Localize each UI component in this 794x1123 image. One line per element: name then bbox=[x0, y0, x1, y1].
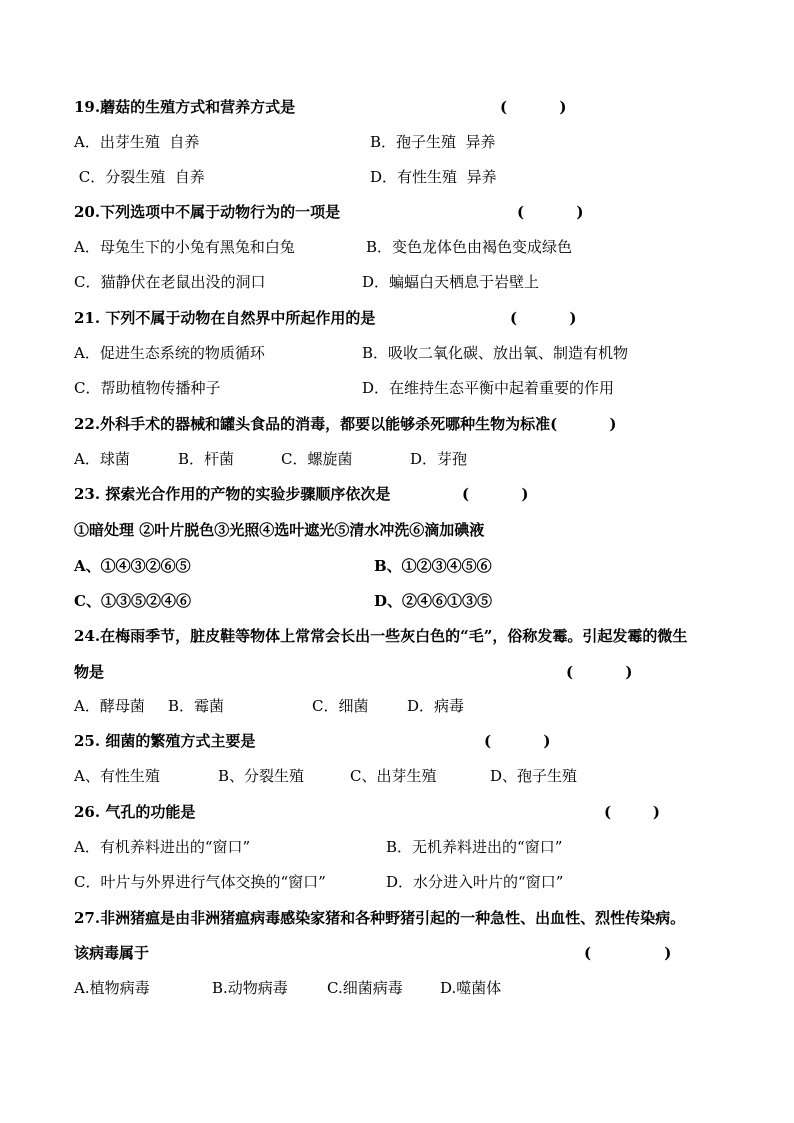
question-22-option-d[interactable]: D．芽孢 bbox=[410, 450, 468, 468]
question-22-options-row bbox=[0, 447, 794, 471]
question-24-option-a[interactable]: A．酵母菌 bbox=[74, 697, 145, 715]
question-27-option-a[interactable]: A.植物病毒 bbox=[74, 979, 150, 997]
question-24-option-c[interactable]: C．细菌 bbox=[312, 697, 369, 715]
question-21-answer-blank[interactable]: ( ) bbox=[510, 309, 577, 327]
question-21-stem: 21. 下列不属于动物在自然界中所起作用的是 bbox=[74, 309, 376, 327]
question-23-stem: 23. 探索光合作用的产物的实验步骤顺序依次是 bbox=[74, 485, 391, 503]
question-25-option-b[interactable]: B、分裂生殖 bbox=[218, 767, 305, 785]
question-20-options-row-2 bbox=[0, 270, 794, 294]
question-19-option-b[interactable]: B．孢子生殖 异养 bbox=[370, 133, 496, 151]
question-20-option-d[interactable]: D．蝙蝠白天栖息于岩壁上 bbox=[362, 273, 540, 291]
question-20-stem: 20.下列选项中不属于动物行为的一项是 bbox=[74, 203, 341, 221]
question-25-options-row bbox=[0, 764, 794, 788]
question-19-answer-blank[interactable]: ( ) bbox=[500, 98, 567, 116]
question-26-stem: 26. 气孔的功能是 bbox=[74, 803, 196, 821]
question-23-options-row-2 bbox=[0, 589, 794, 613]
question-20-options-row-1 bbox=[0, 235, 794, 259]
question-26-options-row-1 bbox=[0, 835, 794, 859]
question-25-option-a[interactable]: A、有性生殖 bbox=[74, 767, 160, 785]
question-27-option-c[interactable]: C.细菌病毒 bbox=[327, 979, 403, 997]
question-24-stem-2: 物是 bbox=[74, 663, 105, 681]
question-20-option-a[interactable]: A．母兔生下的小兔有黑兔和白兔 bbox=[74, 238, 295, 256]
question-26-option-c[interactable]: C．叶片与外界进行气体交换的“窗口” bbox=[74, 873, 326, 891]
question-23-steps: ①暗处理 ②叶片脱色③光照④选叶遮光⑤清水冲洗⑥滴加碘液 bbox=[74, 521, 485, 539]
question-24-option-d[interactable]: D．病毒 bbox=[407, 697, 465, 715]
question-19-option-d[interactable]: D．有性生殖 异养 bbox=[370, 168, 497, 186]
question-19-option-a[interactable]: A．出芽生殖 自养 bbox=[74, 133, 200, 151]
question-21-stem-line bbox=[0, 306, 794, 330]
question-19-options-row-2 bbox=[0, 165, 794, 189]
question-27-options-row bbox=[0, 976, 794, 1000]
question-24-stem-line-1 bbox=[0, 624, 794, 648]
question-27-stem-2: 该病毒属于 bbox=[74, 944, 150, 962]
question-21-options-row-1 bbox=[0, 341, 794, 365]
question-21-option-d[interactable]: D．在维持生态平衡中起着重要的作用 bbox=[362, 379, 615, 397]
question-25-option-d[interactable]: D、孢子生殖 bbox=[490, 767, 578, 785]
question-23-option-c[interactable]: C、①③⑤②④⑥ bbox=[74, 592, 191, 610]
question-26-answer-blank[interactable]: ( ) bbox=[604, 803, 660, 821]
question-27-stem-line-2 bbox=[0, 941, 794, 965]
question-25-stem-line bbox=[0, 729, 794, 753]
question-22-stem-line bbox=[0, 412, 794, 436]
question-19-stem-line bbox=[0, 95, 794, 119]
question-27-answer-blank[interactable]: ( ) bbox=[584, 944, 672, 962]
question-26-option-d[interactable]: D．水分进入叶片的“窗口” bbox=[386, 873, 564, 891]
question-23-answer-blank[interactable]: ( ) bbox=[462, 485, 529, 503]
question-27-option-d[interactable]: D.噬菌体 bbox=[440, 979, 502, 997]
question-25-option-c[interactable]: C、出芽生殖 bbox=[350, 767, 437, 785]
question-27-option-b[interactable]: B.动物病毒 bbox=[212, 979, 288, 997]
question-22-stem: 22.外科手术的器械和罐头食品的消毒，都要以能够杀死哪种生物为标准( ) bbox=[74, 415, 617, 433]
question-23-option-b[interactable]: B、①②③④⑤⑥ bbox=[374, 557, 492, 575]
question-26-stem-line bbox=[0, 800, 794, 824]
question-26-options-row-2 bbox=[0, 870, 794, 894]
question-23-stem-line bbox=[0, 482, 794, 506]
question-24-stem-1: 24.在梅雨季节，脏皮鞋等物体上常常会长出一些灰白色的“毛”，俗称发霉。引起发霉的微生 bbox=[74, 627, 688, 645]
question-24-answer-blank[interactable]: ( ) bbox=[566, 663, 633, 681]
question-26-option-b[interactable]: B．无机养料进出的“窗口” bbox=[386, 838, 563, 856]
question-27-stem-1: 27.非洲猪瘟是由非洲猪瘟病毒感染家猪和各种野猪引起的一种急性、出血性、烈性传染病。 bbox=[74, 909, 686, 927]
question-22-option-c[interactable]: C．螺旋菌 bbox=[281, 450, 353, 468]
question-24-option-b[interactable]: B．霉菌 bbox=[168, 697, 225, 715]
question-23-option-d[interactable]: D、②④⑥①③⑤ bbox=[374, 592, 493, 610]
question-25-answer-blank[interactable]: ( ) bbox=[484, 732, 551, 750]
question-19-options-row-1 bbox=[0, 130, 794, 154]
question-20-answer-blank[interactable]: ( ) bbox=[517, 203, 584, 221]
question-22-option-b[interactable]: B．杆菌 bbox=[178, 450, 235, 468]
question-21-option-b[interactable]: B．吸收二氧化碳、放出氧、制造有机物 bbox=[362, 344, 629, 362]
question-24-options-row bbox=[0, 694, 794, 718]
question-20-option-b[interactable]: B．变色龙体色由褐色变成绿色 bbox=[366, 238, 573, 256]
question-20-stem-line bbox=[0, 200, 794, 224]
question-20-option-c[interactable]: C．猫静伏在老鼠出没的洞口 bbox=[74, 273, 266, 291]
question-21-option-a[interactable]: A．促进生态系统的物质循环 bbox=[74, 344, 265, 362]
question-24-stem-line-2 bbox=[0, 660, 794, 684]
question-22-option-a[interactable]: A．球菌 bbox=[74, 450, 130, 468]
question-21-options-row-2 bbox=[0, 376, 794, 400]
question-23-steps-line bbox=[0, 518, 794, 542]
question-23-options-row-1 bbox=[0, 554, 794, 578]
question-25-stem: 25. 细菌的繁殖方式主要是 bbox=[74, 732, 256, 750]
question-19-option-c[interactable]: C．分裂生殖 自养 bbox=[74, 168, 205, 186]
question-26-option-a[interactable]: A．有机养料进出的“窗口” bbox=[74, 838, 251, 856]
question-21-option-c[interactable]: C．帮助植物传播种子 bbox=[74, 379, 221, 397]
question-19-stem: 19.蘑菇的生殖方式和营养方式是 bbox=[74, 98, 296, 116]
question-23-option-a[interactable]: A、①④③②⑥⑤ bbox=[74, 557, 191, 575]
question-27-stem-line-1 bbox=[0, 906, 794, 930]
